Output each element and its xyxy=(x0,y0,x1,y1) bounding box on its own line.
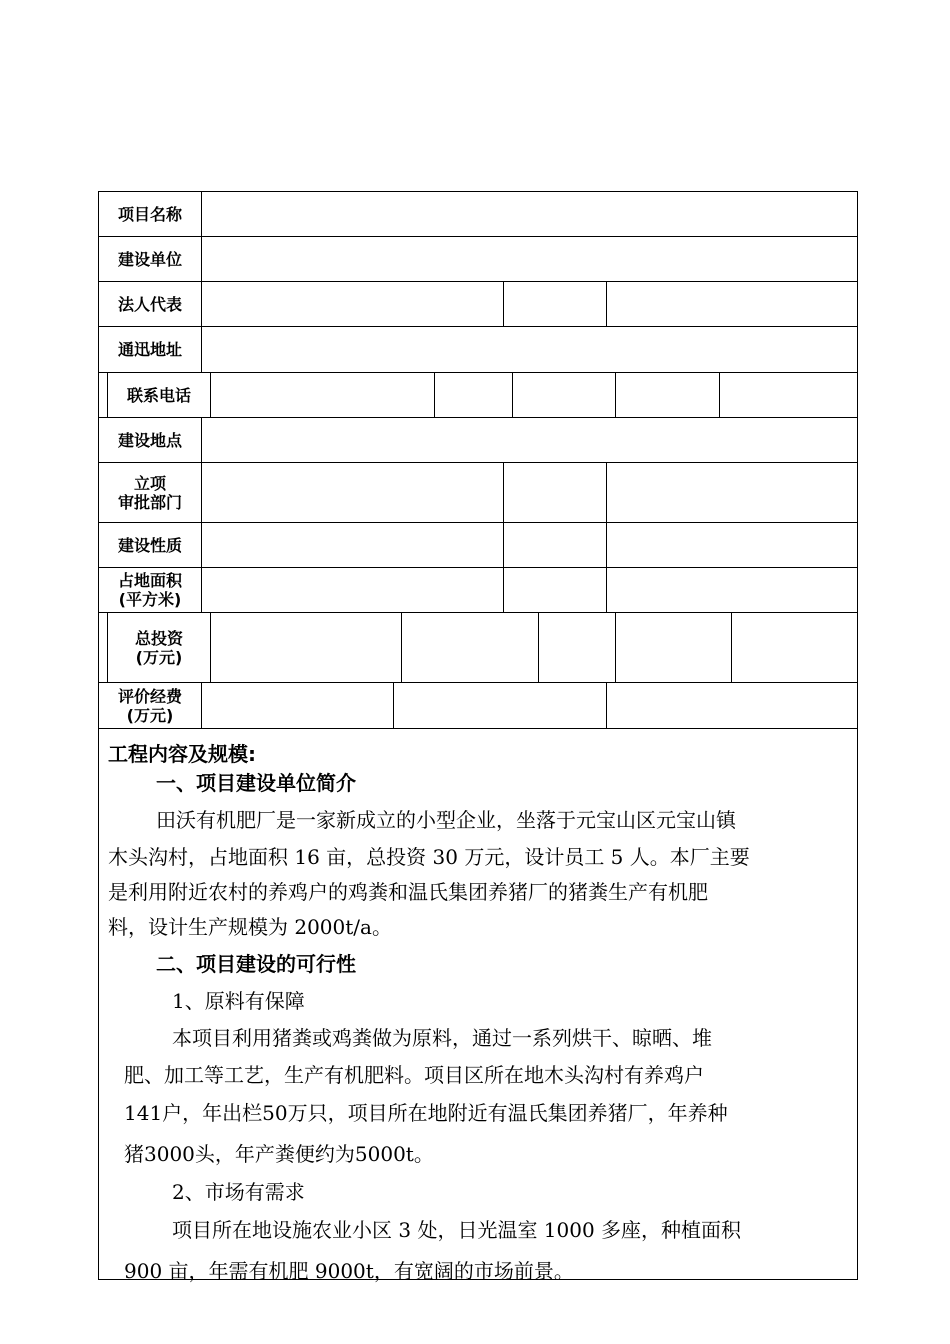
row-divider xyxy=(98,326,858,327)
section-1-title: 一、项目建设单位简介 xyxy=(156,771,356,795)
col-divider xyxy=(503,281,504,326)
col-divider xyxy=(401,612,402,682)
paragraph-2-line: 141户，年出栏50万只，项目所在地附近有温氏集团养猪厂，年养种 xyxy=(124,1101,728,1125)
col-divider xyxy=(606,682,607,728)
fee-label: 评价经费 (万元) xyxy=(117,686,182,725)
col-divider xyxy=(393,682,394,728)
project-name-label: 项目名称 xyxy=(117,204,182,224)
col-divider xyxy=(210,612,211,682)
col-divider xyxy=(503,462,504,612)
paragraph-1-line: 是利用附近农村的养鸡户的鸡粪和温氏集团养猪厂的猪粪生产有机肥 xyxy=(108,880,708,904)
col-divider xyxy=(210,372,211,417)
investment-label: 总投资 (万元) xyxy=(134,628,183,667)
row-divider xyxy=(98,682,858,683)
row-divider xyxy=(98,567,858,568)
paragraph-2-line: 猪3000头，年产粪便约为5000t。 xyxy=(124,1142,434,1166)
area-label: 占地面积 (平方米) xyxy=(117,571,182,609)
col-divider xyxy=(731,612,732,682)
address-label: 通迅地址 xyxy=(117,340,182,359)
paragraph-3-line: 900 亩，年需有机肥 9000t，有宽阔的市场前景。 xyxy=(124,1259,574,1283)
row-divider xyxy=(98,417,858,418)
site-label: 建设地点 xyxy=(117,430,182,450)
col-divider xyxy=(615,612,616,682)
paragraph-2-line: 本项目利用猪粪或鸡粪做为原料，通过一系列烘干、晾晒、堆 xyxy=(172,1026,712,1050)
approval-dept-label: 立项 审批部门 xyxy=(117,473,182,512)
col-divider xyxy=(719,372,720,417)
row-divider xyxy=(98,462,858,463)
subsection-2-title: 2、市场有需求 xyxy=(172,1180,305,1204)
subsection-1-title: 1、原料有保障 xyxy=(172,989,305,1013)
col-divider xyxy=(606,462,607,612)
row-divider xyxy=(98,612,858,613)
paragraph-2-line: 肥、加工等工艺，生产有机肥料。项目区所在地木头沟村有养鸡户 xyxy=(124,1063,704,1087)
row-divider xyxy=(98,728,858,729)
col-divider xyxy=(615,372,616,417)
construction-unit-label: 建设单位 xyxy=(117,249,182,269)
paragraph-1-line: 田沃有机肥厂是一家新成立的小型企业，坐落于元宝山区元宝山镇 xyxy=(156,808,736,832)
content-heading: 工程内容及规模: xyxy=(108,742,256,766)
col-divider xyxy=(201,191,202,372)
col-divider xyxy=(434,372,435,417)
legal-rep-label: 法人代表 xyxy=(117,294,182,314)
col-divider xyxy=(538,612,539,682)
paragraph-3-line: 项目所在地设施农业小区 3 处，日光温室 1000 多座，种植面积 xyxy=(172,1218,742,1242)
row-divider xyxy=(98,281,858,282)
row-divider xyxy=(98,236,858,237)
col-divider xyxy=(201,682,202,728)
col-divider xyxy=(512,372,513,417)
row-divider xyxy=(98,372,858,373)
nature-label: 建设性质 xyxy=(117,535,182,555)
paragraph-1-line: 木头沟村，占地面积 16 亩，总投资 30 万元，设计员工 5 人。本厂主要 xyxy=(108,845,750,869)
section-2-title: 二、项目建设的可行性 xyxy=(156,952,356,976)
phone-label: 联系电话 xyxy=(126,385,191,405)
paragraph-1-line: 料，设计生产规模为 2000t/a。 xyxy=(108,915,392,939)
col-divider xyxy=(606,281,607,326)
col-divider xyxy=(201,417,202,612)
row-divider xyxy=(98,522,858,523)
